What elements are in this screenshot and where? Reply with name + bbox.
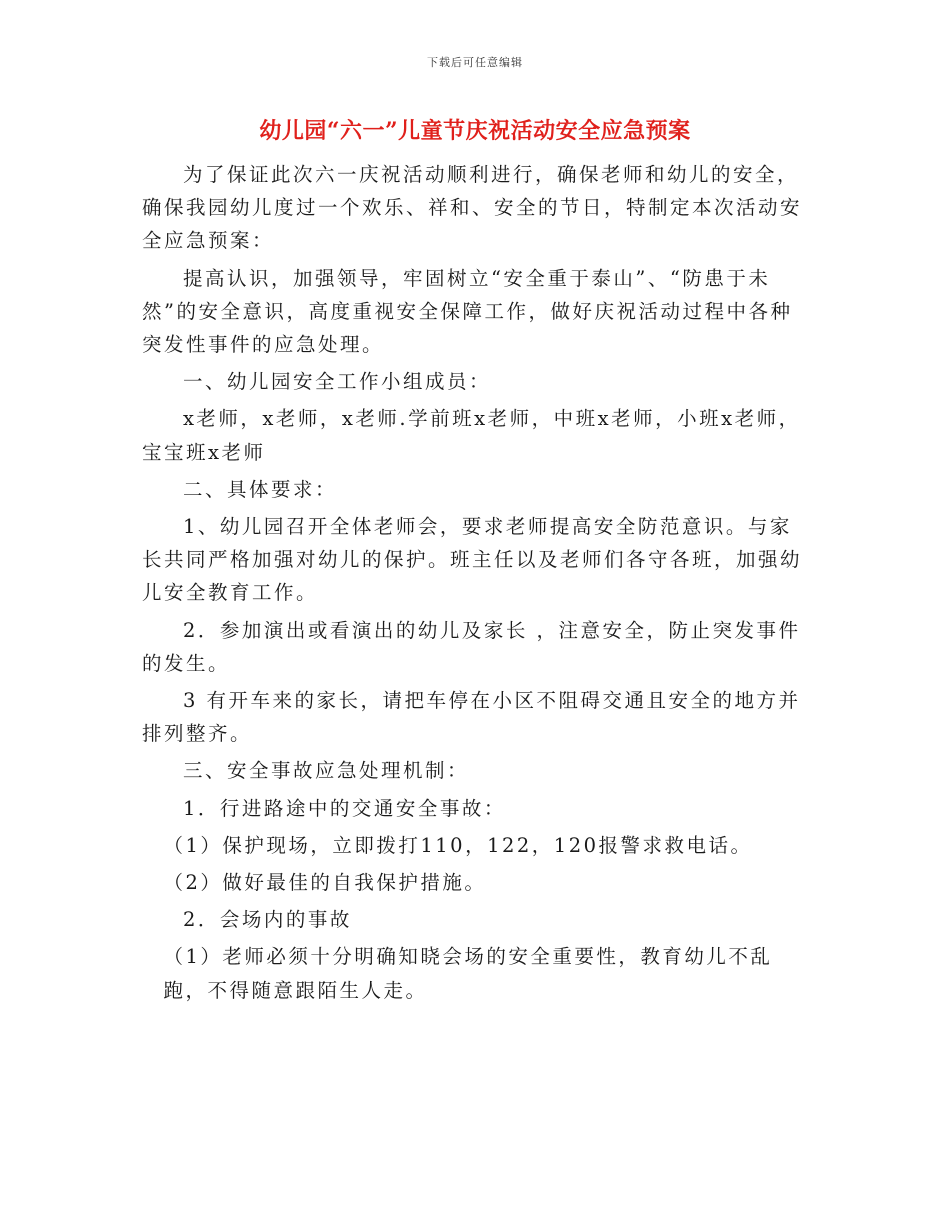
header-note: 下载后可任意编辑 [427, 56, 523, 69]
awareness-paragraph: 提高认识，加强领导，牢固树立“安全重于泰山”、“防患于未然”的安全意识，高度重视安全保障工作，做好庆祝活动过程中各种突发性事件的应急处理。 [142, 266, 793, 357]
mechanism-subitem-1-1: （1）保护现场，立即拨打110，122，120报警求救电话。 [163, 833, 753, 857]
section-heading-mechanism: 三、安全事故应急处理机制： [182, 759, 469, 783]
document-title: 幼儿园“六一”儿童节庆祝活动安全应急预案 [259, 118, 691, 144]
mechanism-subitem-2-1: （1）老师必须十分明确知晓会场的安全重要性，教育幼儿不乱跑，不得随意跟陌生人走。 [163, 945, 773, 1002]
mechanism-subitem-1-2: （2）做好最佳的自我保护措施。 [163, 871, 487, 895]
section-heading-members: 一、幼儿园安全工作小组成员： [182, 370, 491, 394]
intro-paragraph: 为了保证此次六一庆祝活动顺利进行，确保老师和幼儿的安全，确保我园幼儿度过一个欢乐、祥和、安全的节日，特制定本次活动安全应急预案： [142, 163, 803, 253]
members-list: x老师，x老师，x老师.学前班x老师，中班x老师，小班x老师，宝宝班x老师 [142, 407, 801, 464]
requirement-item-2: 2．参加演出或看演出的幼儿及家长 ，注意安全，防止突发事件的发生。 [142, 618, 801, 675]
mechanism-item-1: 1．行进路途中的交通安全事故： [182, 796, 506, 820]
document-body [142, 158, 807, 1011]
section-heading-requirements: 二、具体要求： [182, 477, 337, 501]
requirement-item-3: 3 有开车来的家长，请把车停在小区不阻碍交通且安全的地方并排列整齐。 [142, 689, 801, 746]
mechanism-item-2: 2．会场内的事故 [182, 908, 352, 932]
requirement-item-1: 1、幼儿园召开全体老师会，要求老师提高安全防范意识。与家长共同严格加强对幼儿的保护。班主任以及老师们各守各班，加强幼儿安全教育工作。 [142, 515, 803, 605]
